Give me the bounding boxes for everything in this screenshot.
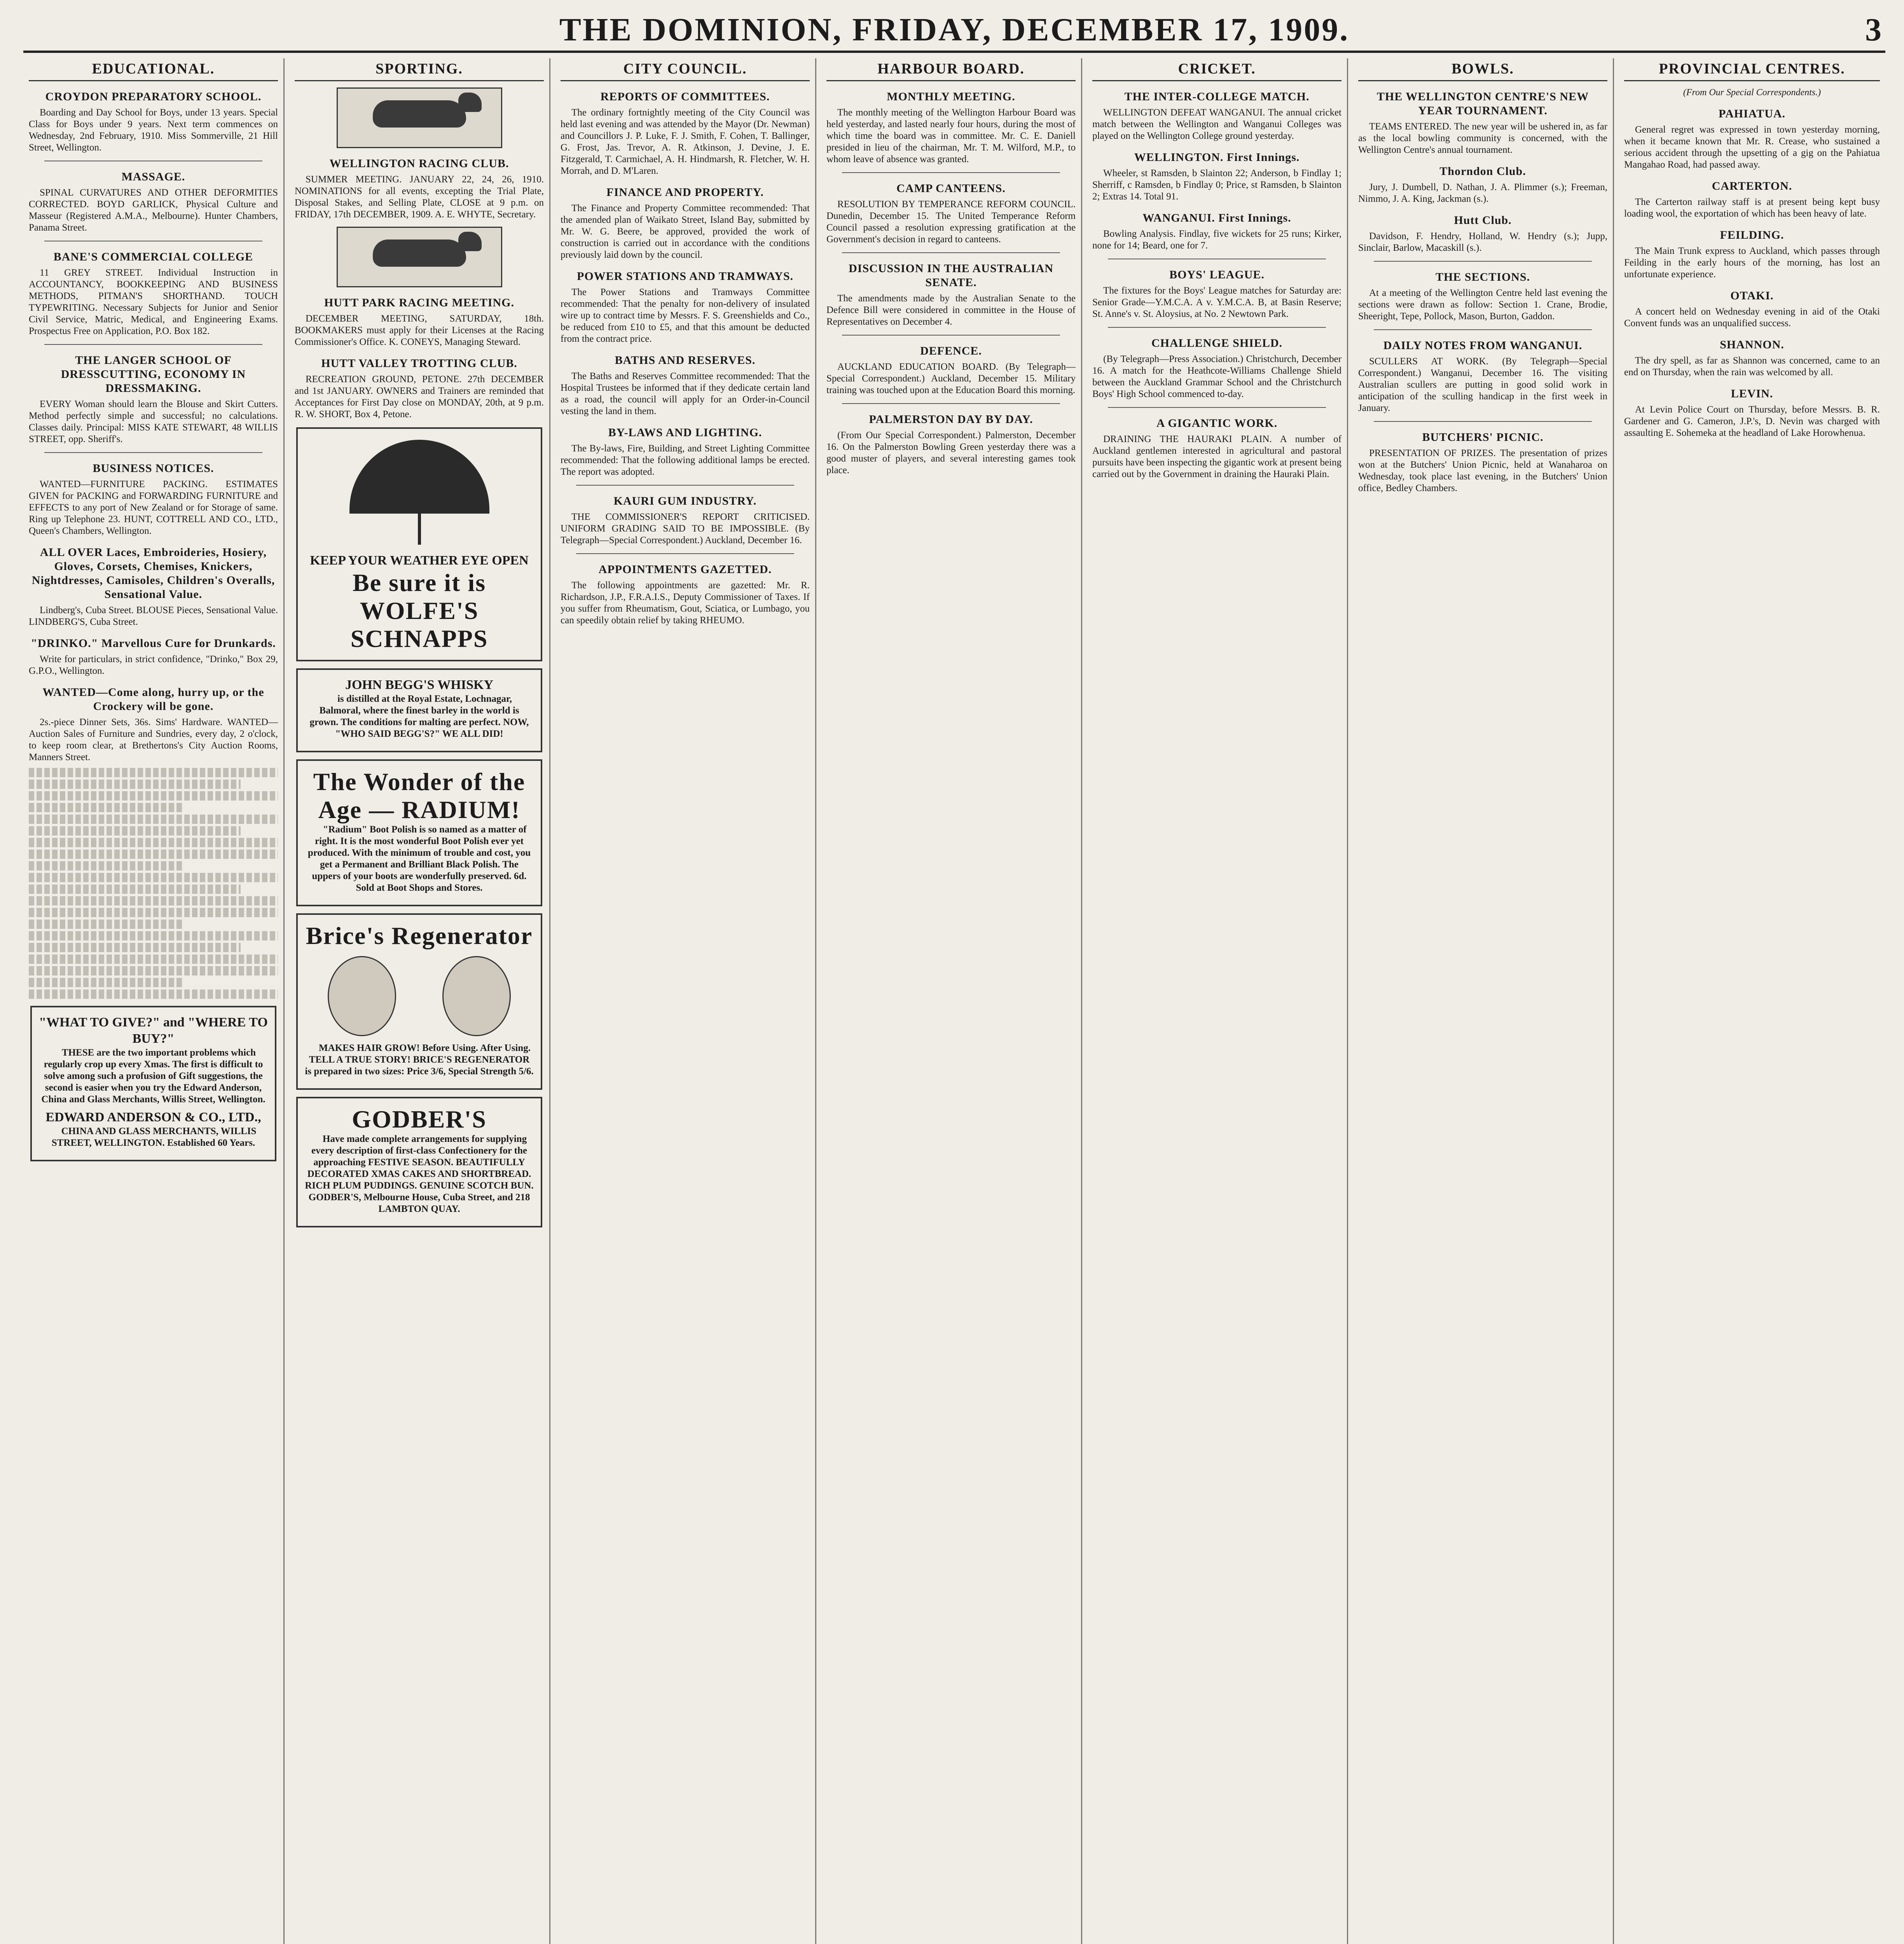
- section-title: CHALLENGE SHIELD.: [1151, 337, 1283, 350]
- column-heading: SPORTING.: [295, 58, 544, 81]
- column-heading: HARBOUR BOARD.: [826, 58, 1076, 81]
- column-cricket: [1087, 58, 1348, 1944]
- column-heading: EDUCATIONAL.: [29, 58, 278, 81]
- section-title: WANGANUI. First Innings.: [1142, 212, 1291, 224]
- section-body: Jury, J. Dumbell, D. Nathan, J. A. Plimmer (s.); Freeman, Nimmo, J. A. King, Jackman (s.).: [1358, 182, 1607, 204]
- section-body: General regret was expressed in town yesterday morning, when it became known that Mr. R. Crease, who sustained a serious accident through the upsetting of a gig on the Pahiatua Mangahao Road, had passed away.: [1624, 124, 1880, 170]
- section-title: HUTT PARK RACING MEETING.: [324, 296, 514, 309]
- section-title: Thorndon Club.: [1439, 165, 1526, 178]
- section-title: BANE'S COMMERCIAL COLLEGE: [53, 250, 253, 263]
- divider: [44, 344, 262, 345]
- section-title: THE INTER-COLLEGE MATCH.: [1124, 90, 1310, 103]
- section-title: REPORTS OF COMMITTEES.: [600, 90, 770, 103]
- beggs-whisky-advertisement: [296, 668, 542, 752]
- section-title: CAMP CANTEENS.: [896, 182, 1006, 195]
- section-title: BY-LAWS AND LIGHTING.: [608, 426, 762, 439]
- section-title: HUTT VALLEY TROTTING CLUB.: [321, 357, 517, 370]
- section-subtitle: (From Our Special Correspondents.): [1683, 87, 1821, 98]
- section-body: Boarding and Day School for Boys, under 13 years. Special Class for Boys under 9 years. Next term commences on Wednesday, 2nd February, 1910. Miss Sommerville, 21 Hill Street, Wellington.: [29, 107, 278, 153]
- section-body: WELLINGTON DEFEAT WANGANUI. The annual cricket match between the Wellington and Wanganui Colleges was played on the Wellington College ground yesterday.: [1092, 107, 1342, 141]
- what-to-give-advertisement: [30, 1006, 276, 1161]
- section-body: DECEMBER MEETING, SATURDAY, 18th. BOOKMAKERS must apply for their Licenses at the Racing Commissioner's Office. K. CONEYS, Managing Steward.: [295, 313, 544, 347]
- divider: [1108, 327, 1326, 328]
- before-after-illustration: [305, 956, 534, 1036]
- ad-headline: Brice's Regenerator: [306, 922, 533, 949]
- text-line: [29, 873, 278, 882]
- small-advertisements: [29, 768, 278, 999]
- section-body: The dry spell, as far as Shannon was concerned, came to an end on Thursday, when the rain was welcomed by all.: [1624, 355, 1880, 378]
- section-title: BOYS' LEAGUE.: [1169, 268, 1265, 281]
- section-title: THE WELLINGTON CENTRE'S NEW YEAR TOURNAMENT.: [1376, 90, 1589, 117]
- section-body: THE COMMISSIONER'S REPORT CRITICISED. UNIFORM GRADING SAID TO BE IMPOSSIBLE. (By Telegraph—Special Correspondent.) Auckland, December 16.: [561, 512, 810, 545]
- section-title: DISCUSSION IN THE AUSTRALIAN SENATE.: [849, 262, 1053, 289]
- horse-illustration: [337, 87, 502, 148]
- section-title: MASSAGE.: [121, 170, 185, 183]
- column-provincial-centres: [1619, 58, 1885, 1944]
- ad-body: is distilled at the Royal Estate, Lochnagar, Balmoral, where the finest barley in the world is grown. The conditions for malting are perfect. NOW, "WHO SAID BEGG'S?" WE ALL DID!: [309, 694, 529, 739]
- section-title: KAURI GUM INDUSTRY.: [613, 495, 757, 507]
- text-line: [29, 803, 183, 812]
- section-title: DEFENCE.: [920, 344, 982, 357]
- text-line: [29, 850, 278, 859]
- section-title: CARTERTON.: [1712, 180, 1792, 192]
- ad-headline: GODBER'S: [352, 1105, 487, 1133]
- section-body: WANTED—FURNITURE PACKING. ESTIMATES GIVEN for PACKING and FORWARDING FURNITURE and EFFECTS to any port of New Zealand or for Storage of same. Ring up Telephone 23. HUNT, COTTRELL AND CO., LTD., Queen's Chambers, Wellington.: [29, 479, 278, 536]
- section-body: Lindberg's, Cuba Street. BLOUSE Pieces, Sensational Value. LINDBERG'S, Cuba Street.: [29, 605, 278, 627]
- divider: [842, 252, 1060, 253]
- masthead: [23, 8, 1885, 53]
- section-body: SPINAL CURVATURES AND OTHER DEFORMITIES CORRECTED. BOYD GARLICK, Physical Culture and Masseur (Registered A.M.A., Melbourne). Hunter Chambers, Panama Street.: [29, 187, 278, 233]
- section-body: Davidson, F. Hendry, Holland, W. Hendry (s.); Jupp, Sinclair, Barlow, Macaskill (s.).: [1358, 231, 1607, 253]
- divider: [576, 485, 794, 486]
- section-title: WELLINGTON. First Innings.: [1134, 151, 1300, 164]
- section-body: The fixtures for the Boys' League matches for Saturday are: Senior Grade—Y.M.C.A. A v. Y.M.C.A. B, at Basin Reserve; St. Anne's v. St. Aloysius, at No. 2 Newtown Park.: [1092, 285, 1342, 319]
- divider: [1374, 261, 1592, 262]
- section-title: DAILY NOTES FROM WANGANUI.: [1383, 339, 1583, 352]
- section-body: Write for particulars, in strict confidence, "Drinko," Box 29, G.P.O., Wellington.: [29, 654, 278, 676]
- text-line: [29, 978, 183, 987]
- ad-body: THESE are the two important problems which regularly crop up every Xmas. The first is difficult to solve among such a profusion of Gift suggestions, the second is easier when you try the Edward Anderson, China and Glass Merchants, Willis Street, Wellington.: [41, 1047, 266, 1105]
- column-heading: PROVINCIAL CENTRES.: [1624, 58, 1880, 81]
- columns-container: [23, 58, 1885, 1944]
- section-body: 2s.-piece Dinner Sets, 36s. Sims' Hardware. WANTED—Auction Sales of Furniture and Sundries, every day, 2 o'clock, to keep room clear, at Brethertons's City Auction Rooms, Manners Street.: [29, 717, 278, 762]
- section-title: THE LANGER SCHOOL OF DRESSCUTTING, ECONOMY IN DRESSMAKING.: [61, 354, 246, 395]
- section-body: PRESENTATION OF PRIZES. The presentation of prizes won at the Butchers' Union Picnic, held at Wanaharoa on Wednesday, took place last evening, in the Butchers' Union office, Bedley Chambers.: [1358, 448, 1607, 493]
- section-body: EVERY Woman should learn the Blouse and Skirt Cutters. Method perfectly simple and successful; no calculations. Classes daily. Principal: MISS KATE STEWART, 48 WILLIS STREET, opp. Sheriff's.: [29, 399, 278, 444]
- text-line: [29, 780, 241, 789]
- column-city-council: [555, 58, 816, 1944]
- section-body: DRAINING THE HAURAKI PLAIN. A number of Auckland gentlemen interested in agricultural and pastoral pursuits have been inspecting the gigantic work at present being carried out by the Government in draining the Hauraki Plain.: [1092, 434, 1342, 479]
- column-heading: CITY COUNCIL.: [561, 58, 810, 81]
- divider: [842, 335, 1060, 336]
- section-body: The Finance and Property Committee recommended: That the amended plan of Waikato Street, Island Bay, submitted by Mr. W. G. Beere, be approved, provided the work of construction is carried out in accordance with the conditions previously laid down by the council.: [561, 203, 810, 260]
- divider: [1108, 407, 1326, 408]
- section-title: SHANNON.: [1720, 338, 1784, 351]
- ad-brand: Be sure it is WOLFE'S SCHNAPPS: [350, 569, 488, 652]
- section-body: AUCKLAND EDUCATION BOARD. (By Telegraph—Special Correspondent.) Auckland, December 15. Military training was touched upon at the Education Board this morning.: [826, 362, 1076, 395]
- section-body: The Carterton railway staff is at present being kept busy loading wool, the exportation of which has been heavy of late.: [1624, 197, 1880, 219]
- brices-regenerator-advertisement: [296, 913, 542, 1090]
- text-line: [29, 955, 278, 964]
- section-body: At Levin Police Court on Thursday, before Messrs. B. R. Gardener and G. Cameron, J.P.'s, D. Nevin was charged with assaulting E. Sohemeka at the headland of Lake Horowhenua.: [1624, 404, 1880, 438]
- text-line: [29, 791, 278, 801]
- column-heading: CRICKET.: [1092, 58, 1342, 81]
- text-line: [29, 815, 278, 824]
- text-line: [29, 920, 183, 929]
- ad-brand: EDWARD ANDERSON & CO., LTD.,: [45, 1110, 261, 1124]
- ad-body: MAKES HAIR GROW! Before Using. After Using. TELL A TRUE STORY! BRICE'S REGENERATOR is prepared in two sizes: Price 3/6, Special Strength 5/6.: [305, 1043, 534, 1077]
- divider: [842, 403, 1060, 404]
- section-body: Bowling Analysis. Findlay, five wickets for 25 runs; Kirker, none for 14; Beard, one for 7.: [1092, 229, 1342, 251]
- text-line: [29, 931, 278, 941]
- section-body: The monthly meeting of the Wellington Harbour Board was held yesterday, and lasted nearly four hours, during the most of which time the board was in committee. Mr. C. E. Daniell presided in lieu of the chairman, Mr. T. M. Wilford, M.P., to whom leave of absence was granted.: [826, 107, 1076, 164]
- newspaper-title: THE DOMINION, FRIDAY, DECEMBER 17, 1909.: [559, 12, 1350, 48]
- section-title: THE SECTIONS.: [1435, 271, 1530, 283]
- divider: [1374, 329, 1592, 330]
- page-number: 3: [1865, 12, 1881, 48]
- section-body: The Main Trunk express to Auckland, which passes through Feilding in the early hours of the morning, has lost an unfortunate experience.: [1624, 246, 1880, 280]
- section-title: ALL OVER Laces, Embroideries, Hosiery, Gloves, Corsets, Chemises, Knickers, Nightdresses, Camisoles, Children's Overalls, Sensational Value.: [31, 546, 275, 601]
- text-line: [29, 943, 241, 952]
- section-body: (From Our Special Correspondent.) Palmerston, December 16. On the Palmerston Bowling Green yesterday there was a good muster of players, and several interesting games took place.: [826, 430, 1076, 476]
- section-title: MONTHLY MEETING.: [887, 90, 1015, 103]
- section-body: The amendments made by the Australian Senate to the Defence Bill were considered in committee in the House of Representatives on December 4.: [826, 293, 1076, 327]
- section-title: Hutt Club.: [1454, 214, 1512, 227]
- column-educational: [23, 58, 285, 1944]
- section-body: 11 GREY STREET. Individual Instruction in ACCOUNTANCY, BOOKKEEPING AND BUSINESS METHODS, PITMAN'S SHORTHAND. TOUCH TYPEWRITING. Necessary Subjects for Junior and Senior Civil Service, Matric, Medical, and Engineering Exams. Prospectus Free on Application, P.O. Box 182.: [29, 267, 278, 336]
- section-title: PAHIATUA.: [1718, 107, 1786, 120]
- ad-headline: JOHN BEGG'S WHISKY: [345, 678, 494, 692]
- section-body: A concert held on Wednesday evening in aid of the Otaki Convent funds was an unqualified success.: [1624, 306, 1880, 329]
- text-line: [29, 838, 278, 847]
- ad-headline: The Wonder of the Age — RADIUM!: [313, 768, 526, 823]
- section-body: (By Telegraph—Press Association.) Christchurch, December 16. A match for the Heathcote-Williams Challenge Shield between the Auckland Grammar School and the Christchurch Boys' High School commenced to-day.: [1092, 354, 1342, 399]
- section-title: PALMERSTON DAY BY DAY.: [869, 413, 1033, 426]
- after-head-icon: [442, 956, 511, 1036]
- ad-body: "Radium" Boot Polish is so named as a matter of right. It is the most wonderful Boot Polish ever yet produced. With the minimum of trouble and cost, you get a Permanent and Brilliant Black Polish. The uppers of your boots are wonderfully preserved. 6d. Sold at Boot Shops and Stores.: [307, 824, 531, 893]
- text-line: [29, 826, 241, 836]
- ad-headline: KEEP YOUR WEATHER EYE OPEN: [310, 553, 529, 568]
- column-harbour-board: [821, 58, 1082, 1944]
- divider: [576, 553, 794, 554]
- text-line: [29, 861, 183, 871]
- section-body: SCULLERS AT WORK. (By Telegraph—Special Correspondent.) Wanganui, December 16. The visiting Australian scullers are putting in good solid work in anticipation of the sculling handicap in the first week in January.: [1358, 356, 1607, 413]
- section-title: LEVIN.: [1731, 387, 1773, 400]
- section-body: RESOLUTION BY TEMPERANCE REFORM COUNCIL. Dunedin, December 15. The United Temperance Reform Council passed a resolution expressing gratification at the Government's decision in regard to canteens.: [826, 199, 1076, 245]
- section-title: "DRINKO." Marvellous Cure for Drunkards.: [31, 637, 276, 650]
- section-title: WANTED—Come along, hurry up, or the Crockery will be gone.: [42, 686, 264, 713]
- text-line: [29, 885, 241, 894]
- section-body: The following appointments are gazetted: Mr. R. Richardson, J.P., F.R.A.I.S., Deputy Commissioner of Taxes. If you suffer from Rheumatism, Gout, Sciatica, or Lumbago, you can speedily obtain relief by taking RHEUMO.: [561, 580, 810, 626]
- section-title: POWER STATIONS AND TRAMWAYS.: [577, 270, 793, 283]
- ad-body: Have made complete arrangements for supplying every description of first-class Confectionery for the approaching FESTIVE SEASON. BEAUTIFULLY DECORATED XMAS CAKES AND SHORTBREAD. RICH PLUM PUDDINGS. GENUINE SCOTCH BUN. GODBER'S, Melbourne House, Cuba Street, and 218 LAMBTON QUAY.: [305, 1134, 534, 1214]
- section-body: The Power Stations and Tramways Committee recommended: That the penalty for non-delivery of insulated wire up to contract time by Messrs. F. S. Greenshields and Co., be reduced from £10 to £5, and that this amount be deducted from the contract price.: [561, 287, 810, 344]
- text-line: [29, 989, 278, 999]
- ad-body: CHINA AND GLASS MERCHANTS, WILLIS STREET, WELLINGTON. Established 60 Years.: [51, 1126, 257, 1148]
- section-title: WELLINGTON RACING CLUB.: [329, 157, 509, 170]
- section-title: CROYDON PREPARATORY SCHOOL.: [45, 90, 262, 103]
- section-title: BUSINESS NOTICES.: [93, 462, 214, 475]
- divider: [842, 172, 1060, 173]
- section-body: TEAMS ENTERED. The new year will be ushered in, as far as the local bowling community is concerned, with the Wellington Centre's annual tournament.: [1358, 121, 1607, 155]
- godbers-advertisement: [296, 1097, 542, 1227]
- section-body: The ordinary fortnightly meeting of the City Council was held last evening and was attended by the Mayor (Dr. Newman) and Councillors J. P. Luke, F. J. Smith, F. Cohen, T. Ballinger, G. Frost, Jas. Trevor, A. R. Atkinson, J. Devine, J. E. Fitzgerald, T. Carmichael, A. H. Hindmarsh, R. Fletcher, W. H. Morrah, and D. M'Laren.: [561, 107, 810, 176]
- umbrella-illustration: [349, 440, 489, 514]
- text-line: [29, 896, 278, 906]
- before-head-icon: [328, 956, 396, 1036]
- section-title: A GIGANTIC WORK.: [1156, 417, 1278, 430]
- text-line: [29, 966, 278, 975]
- divider: [1374, 421, 1592, 422]
- ad-headline: "WHAT TO GIVE?" and "WHERE TO BUY?": [39, 1015, 268, 1046]
- section-body: RECREATION GROUND, PETONE. 27th DECEMBER and 1st JANUARY. OWNERS and Trainers are reminded that Acceptances for First Day close on MONDAY, 20th, at 9 p.m. R. W. SHORT, Box 4, Petone.: [295, 374, 544, 420]
- section-title: BATHS AND RESERVES.: [615, 354, 756, 367]
- section-body: At a meeting of the Wellington Centre held last evening the sections were drawn as follow: Section 1. Crane, Brodie, Sheeright, Tepe, Pollock, Mason, Burton, Gaddon.: [1358, 288, 1607, 322]
- section-title: FINANCE AND PROPERTY.: [606, 186, 764, 199]
- section-body: SUMMER MEETING. JANUARY 22, 24, 26, 1910. NOMINATIONS for all events, excepting the Trial Plate, Disposal Stakes, and Selling Plate, CLOSE at 9 p.m. on FRIDAY, 17th DECEMBER, 1909. A. E. WHYTE, Secretary.: [295, 174, 544, 220]
- divider: [44, 452, 262, 453]
- column-heading: BOWLS.: [1358, 58, 1607, 81]
- text-line: [29, 908, 278, 917]
- section-title: APPOINTMENTS GAZETTED.: [598, 563, 772, 576]
- column-sporting: [289, 58, 550, 1944]
- section-body: Wheeler, st Ramsden, b Slainton 22; Anderson, b Findlay 1; Sherriff, c Ramsden, b Findlay 0; Price, st Ramsden, b Slainton 2; Extras 14. Total 91.: [1092, 168, 1342, 202]
- radium-polish-advertisement: [296, 759, 542, 906]
- section-body: The Baths and Reserves Committee recommended: That the Hospital Trustees be informed that if they dedicate certain land as a road, the council will apply for an Order-in-Council vesting the land in them.: [561, 371, 810, 416]
- section-body: The By-laws, Fire, Building, and Street Lighting Committee recommended: That the following additional lamps be erected. The report was adopted.: [561, 443, 810, 477]
- section-title: OTAKI.: [1730, 289, 1774, 302]
- wolfes-schnapps-advertisement: [296, 427, 542, 661]
- horse-illustration: [337, 227, 502, 287]
- column-bowls: [1353, 58, 1614, 1944]
- text-line: [29, 768, 278, 777]
- section-title: FEILDING.: [1720, 229, 1784, 241]
- section-title: BUTCHERS' PICNIC.: [1422, 431, 1544, 444]
